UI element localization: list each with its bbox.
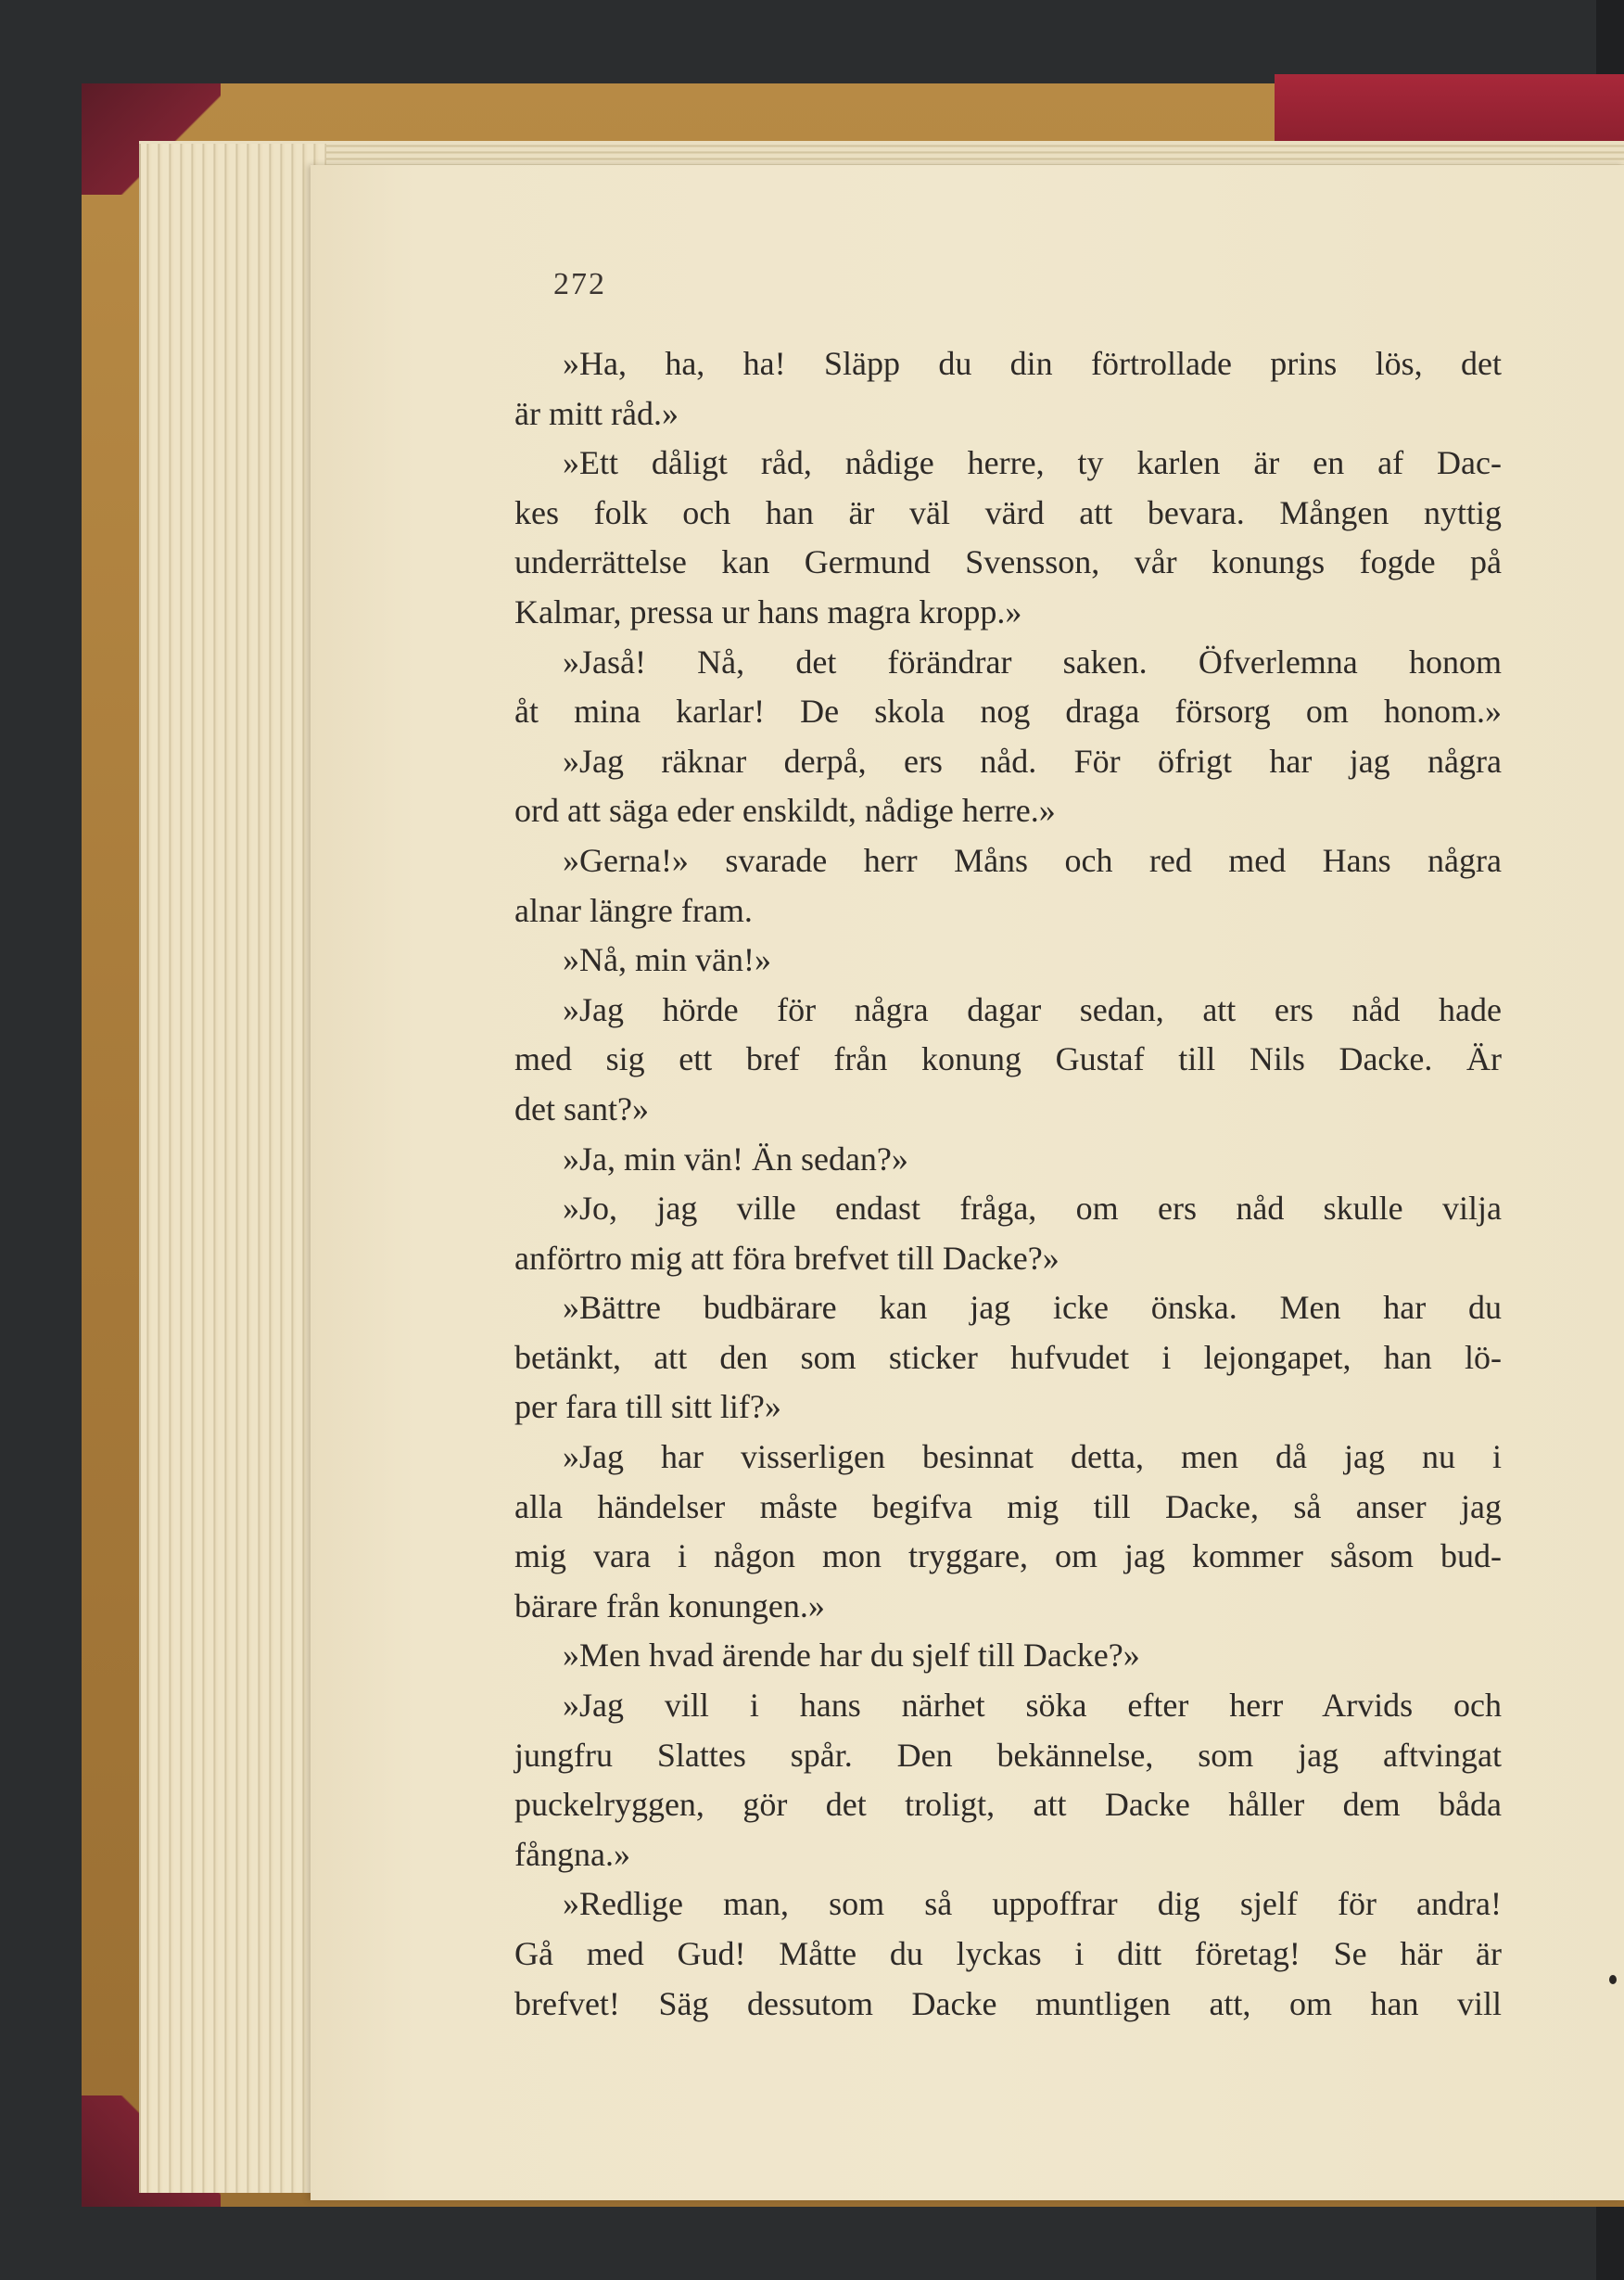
text-line: »Men hvad ärende har du sjelf till Dacke?» (563, 1637, 1140, 1675)
text-line: betänkt, att den som sticker hufvudet i lejongapet, han lö- (514, 1338, 1502, 1376)
text-line: ord att säga eder enskildt, nådige herre.» (514, 792, 1056, 830)
text-line: »Gerna!» svarade herr Måns och red med Hans några (563, 841, 1502, 879)
text-line: är mitt råd.» (514, 394, 679, 432)
text-line: »Redlige man, som så uppoffrar dig sjelf för andra! (563, 1885, 1502, 1923)
text-line: »Jaså! Nå, det förändrar saken. Öfverlemna honom (563, 643, 1502, 681)
text-line: Gå med Gud! Måtte du lyckas i ditt företag! Se här är (514, 1935, 1502, 1972)
text-line: mig vara i någon mon tryggare, om jag kommer såsom bud- (514, 1537, 1502, 1575)
text-line: det sant?» (514, 1089, 649, 1127)
cover-binding-red (1275, 74, 1624, 148)
text-line: alla händelser måste begifva mig till Dacke, så anser jag (514, 1487, 1502, 1525)
text-line: puckelryggen, gör det troligt, att Dacke håller dem båda (514, 1786, 1502, 1824)
text-line: anförtro mig att föra brefvet till Dacke?» (514, 1239, 1059, 1277)
text-line: »Ja, min vän! Än sedan?» (563, 1140, 908, 1178)
page-number: 272 (553, 267, 606, 301)
text-line: »Nå, min vän!» (563, 941, 771, 979)
text-line: »Jag vill i hans närhet söka efter herr Arvids och (563, 1687, 1502, 1725)
text-line: alnar längre fram. (514, 891, 753, 929)
text-line: Kalmar, pressa ur hans magra kropp.» (514, 592, 1022, 631)
text-line: »Jag räknar derpå, ers nåd. För öfrigt har jag några (563, 742, 1502, 780)
text-line: »Jo, jag ville endast fråga, om ers nåd skulle vilja (563, 1190, 1502, 1228)
margin-mark (1609, 1975, 1617, 1984)
body-text (514, 339, 1502, 2029)
text-line: brefvet! Säg dessutom Dacke muntligen att, om han vill (514, 1984, 1502, 2022)
text-line: jungfru Slattes spår. Den bekännelse, som jag aftvingat (514, 1736, 1502, 1774)
text-line: åt mina karlar! De skola nog draga försorg om honom.» (514, 693, 1502, 731)
book-page (311, 165, 1624, 2200)
text-line: »Jag hörde för några dagar sedan, att ers nåd hade (563, 990, 1502, 1028)
text-line: »Bättre budbärare kan jag icke önska. Men har du (563, 1289, 1502, 1327)
text-line: med sig ett bref från konung Gustaf till Nils Dacke. Är (514, 1040, 1502, 1078)
text-line: »Jag har visserligen besinnat detta, men då jag nu i (563, 1438, 1502, 1476)
text-line: per fara till sitt lif?» (514, 1388, 781, 1426)
text-line: underrättelse kan Germund Svensson, vår konungs fogde på (514, 543, 1502, 581)
text-line: fångna.» (514, 1835, 630, 1873)
text-line: »Ha, ha, ha! Släpp du din förtrollade prins lös, det (563, 345, 1502, 382)
text-line: bärare från konungen.» (514, 1586, 825, 1624)
text-line: »Ett dåligt råd, nådige herre, ty karlen är en af Dac- (563, 444, 1502, 482)
text-line: kes folk och han är väl värd att bevara. Mången nyttig (514, 493, 1502, 531)
page-edges-left (139, 144, 326, 2193)
